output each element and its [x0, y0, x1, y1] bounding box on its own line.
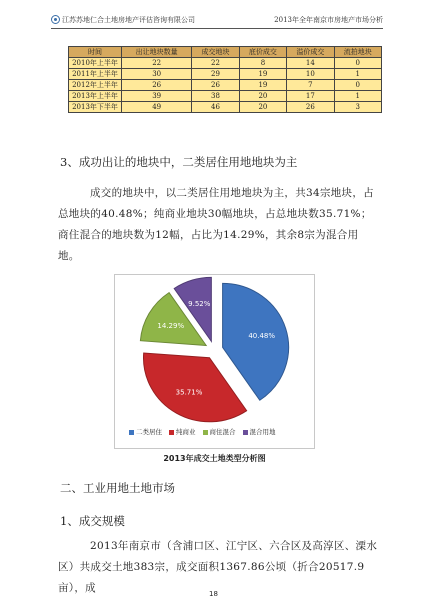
table-cell: 3	[334, 102, 381, 113]
table-cell: 0	[334, 80, 381, 91]
legend-swatch	[203, 430, 208, 435]
table-header-cell: 流拍地块	[334, 47, 381, 58]
table-cell: 22	[122, 58, 192, 69]
legend-item	[203, 427, 236, 436]
table-cell: 2011年上半年	[69, 69, 122, 80]
table-cell: 26	[287, 102, 334, 113]
table-cell: 22	[192, 58, 239, 69]
table-cell: 19	[239, 80, 286, 91]
table-cell: 30	[122, 69, 192, 80]
table-header-cell: 底价成交	[239, 47, 286, 58]
table-header-cell: 出让地块数量	[122, 47, 192, 58]
table-header-cell: 溢价成交	[287, 47, 334, 58]
pie-chart	[114, 274, 315, 449]
section-heading: 3、成功出让的地块中，二类居住用地地块为主	[60, 155, 298, 169]
table-cell: 1	[334, 69, 381, 80]
table-cell: 1	[334, 91, 381, 102]
table-cell: 39	[122, 91, 192, 102]
table-cell: 0	[334, 58, 381, 69]
section-heading: 二、工业用地土地市场	[60, 481, 175, 495]
table-row	[69, 102, 382, 113]
pie-slice-label: 35.71%	[175, 388, 203, 397]
legend-swatch	[169, 430, 174, 435]
chart-legend	[129, 427, 283, 436]
legend-label: 商住混合	[209, 428, 236, 436]
table-cell: 17	[287, 91, 334, 102]
company-name: 江苏苏地仁合土地房地产评估咨询有限公司	[62, 16, 195, 24]
pie-slice-label: 40.48%	[248, 332, 276, 341]
pie-slice	[143, 353, 246, 422]
legend-swatch	[243, 430, 248, 435]
table-cell: 38	[192, 91, 239, 102]
table-cell: 2013年下半年	[69, 102, 122, 113]
table-cell: 2010年上半年	[69, 58, 122, 69]
legend-item	[169, 427, 196, 436]
table-cell: 29	[192, 69, 239, 80]
chart-caption: 2013年成交土地类型分析图	[163, 454, 266, 463]
legend-item	[243, 427, 276, 436]
subsection-heading: 1、成交规模	[60, 514, 125, 528]
company-logo-icon	[51, 15, 60, 24]
table-cell: 26	[192, 80, 239, 91]
table-cell: 10	[287, 69, 334, 80]
report-title: 2013年全年南京市房地产市场分析	[274, 16, 383, 24]
pie-chart-svg	[115, 275, 314, 425]
table-row	[69, 58, 382, 69]
table-row	[69, 91, 382, 102]
table-cell: 8	[239, 58, 286, 69]
table-header-cell: 时间	[69, 47, 122, 58]
page-number: 18	[209, 590, 218, 598]
table-header-cell: 成交地块	[192, 47, 239, 58]
section-paragraph: 成交的地块中，以二类居住用地地块为主，共34宗地块，占总地块的40.48%；纯商业地块30幅地块，占总地块数35.71%；商住混合的地块数为12幅，占比为14.29%，其余8宗为混合用地。	[58, 187, 374, 262]
section-paragraph: 2013年南京市（含浦口区、江宁区、六合区及高淳区、溧水区）共成交土地383宗，成交面积1367.86公顷（折合20517.9亩），成	[58, 540, 378, 594]
table-header-row	[69, 47, 382, 58]
table-cell: 2013年上半年	[69, 91, 122, 102]
pie-slice-label: 14.29%	[157, 322, 185, 331]
page-header	[51, 12, 383, 29]
land-transaction-table	[68, 46, 382, 113]
table-cell: 19	[239, 69, 286, 80]
table-cell: 2012年上半年	[69, 80, 122, 91]
table-cell: 49	[122, 102, 192, 113]
legend-swatch	[129, 430, 134, 435]
table-cell: 46	[192, 102, 239, 113]
table-cell: 20	[239, 91, 286, 102]
table-row	[69, 69, 382, 80]
table-cell: 7	[287, 80, 334, 91]
table-cell: 26	[122, 80, 192, 91]
table-row	[69, 80, 382, 91]
pie-slice	[223, 283, 289, 400]
pie-slice-label: 9.52%	[188, 299, 211, 308]
table-cell: 20	[239, 102, 286, 113]
legend-item	[129, 427, 162, 436]
legend-label: 二类居住	[136, 428, 162, 436]
legend-label: 纯商业	[176, 428, 196, 436]
legend-label: 混合用地	[249, 428, 276, 436]
table-cell: 14	[287, 58, 334, 69]
